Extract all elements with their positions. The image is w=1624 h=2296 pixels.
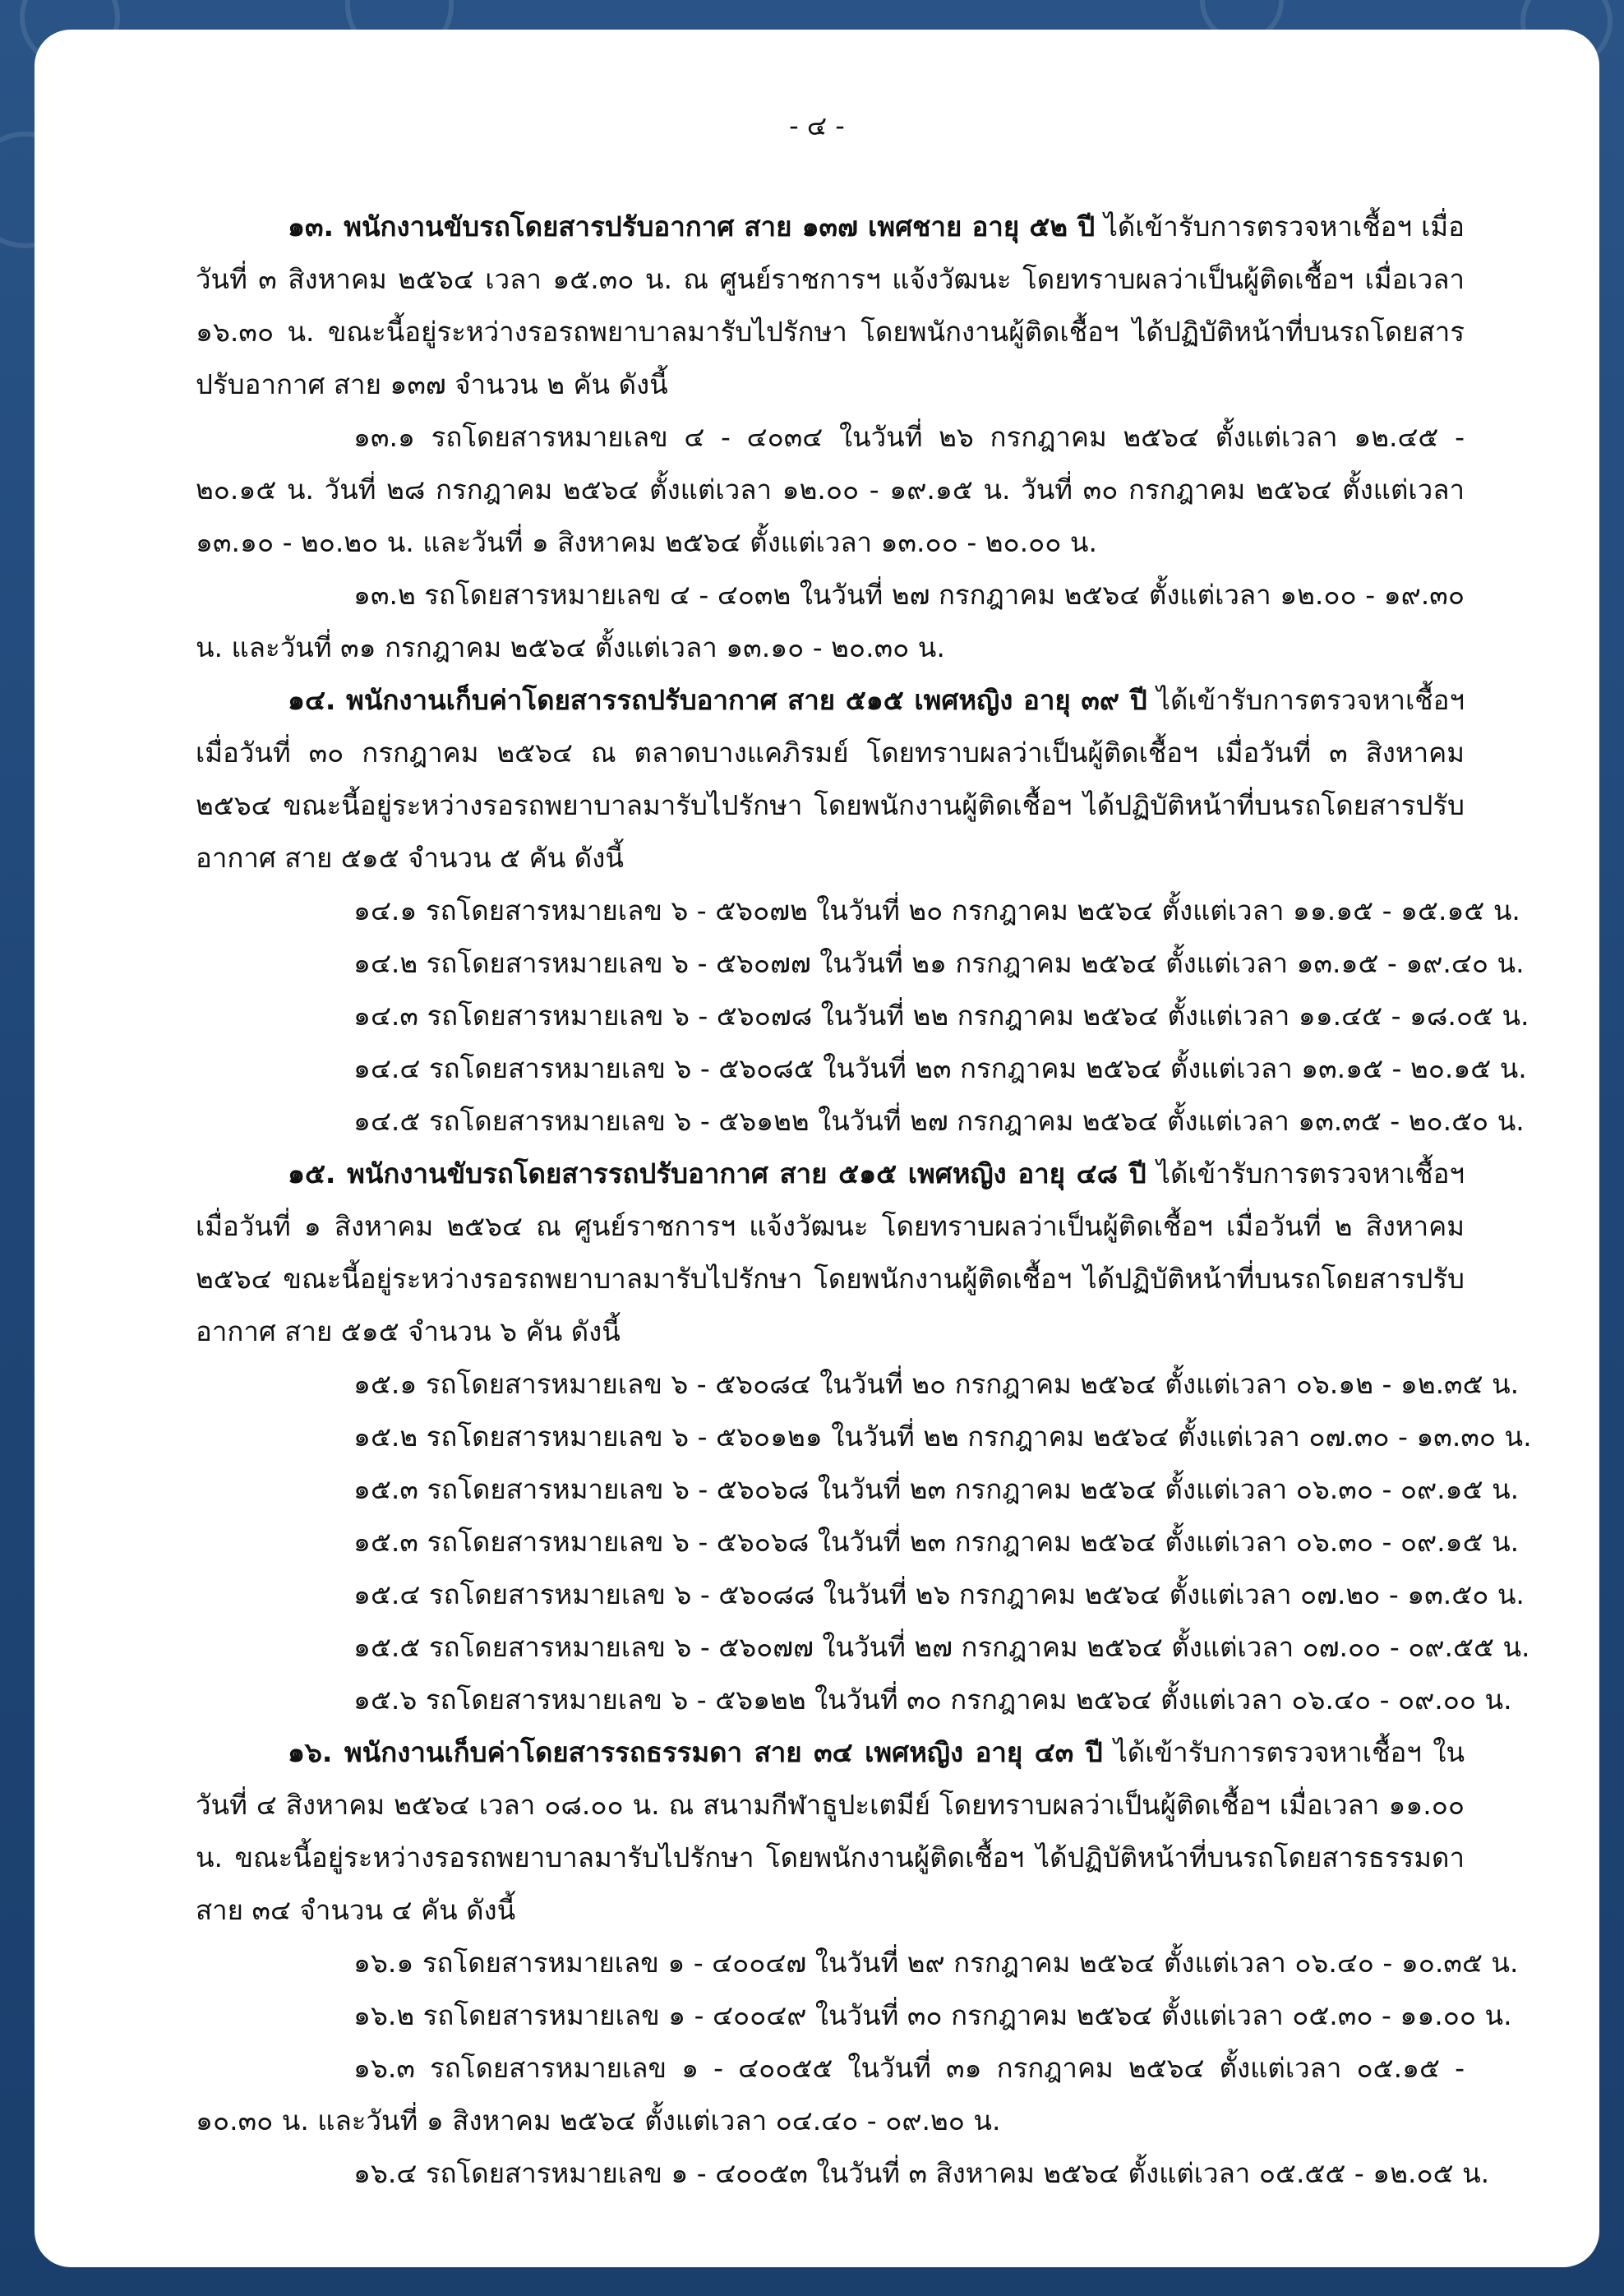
document-body xyxy=(196,201,1532,2200)
document-page xyxy=(35,30,1599,2267)
section-14-text: ได้เข้ารับการตรวจหาเชื้อฯ เมื่อวันที่ ๓๐ กรกฎาคม ๒๕๖๔ ณ ตลาดบางแคภิรมย์ โดยทราบผลว่าเป็นผู้ติดเชื้อฯ เมื่อวันที่ ๓ สิงหาคม ๒๕๖๔ ขณะนี้อยู่ระหว่างรอรถพยาบาลมารับไปรักษา โดยพนักงานผู้ติดเชื้อฯ ได้ปฏิบัติหน้าที่บนรถโดยสารปรับอากาศ สาย ๕๑๕ จำนวน ๕ คัน ดังนี้ xyxy=(196,684,1465,874)
section-16-item: ๑๖.๑ รถโดยสารหมายเลข ๑ - ๔๐๐๔๗ ในวันที่ ๒๙ กรกฎาคม ๒๕๖๔ ตั้งแต่เวลา ๐๖.๔๐ - ๑๐.๓๕ น. xyxy=(353,1947,1519,1979)
section-14-item: ๑๔.๕ รถโดยสารหมายเลข ๖ - ๕๖๑๒๒ ในวันที่ ๒๗ กรกฎาคม ๒๕๖๔ ตั้งแต่เวลา ๑๓.๓๕ - ๒๐.๕๐ น. xyxy=(353,1105,1525,1137)
section-15-item: ๑๕.๑ รถโดยสารหมายเลข ๖ - ๕๖๐๘๔ ในวันที่ ๒๐ กรกฎาคม ๒๕๖๔ ตั้งแต่เวลา ๐๖.๑๒ - ๑๒.๓๕ น. xyxy=(353,1368,1520,1400)
section-14-paragraph xyxy=(196,674,1465,885)
section-16-heading: ๑๖. พนักงานเก็บค่าโดยสารรถธรรมดา สาย ๓๔ เพศหญิง อายุ ๔๓ ปี xyxy=(288,1736,1103,1768)
section-16-item: ๑๖.๓ รถโดยสารหมายเลข ๑ - ๔๐๐๕๕ ในวันที่ ๓๑ กรกฎาคม ๒๕๖๔ ตั้งแต่เวลา ๐๕.๑๕ - ๑๐.๓๐ น. และวันที่ ๑ สิงหาคม ๒๕๖๔ ตั้งแต่เวลา ๐๔.๔๐ - ๐๙.๒๐ น. xyxy=(196,2052,1465,2137)
section-16-item: ๑๖.๔ รถโดยสารหมายเลข ๑ - ๔๐๐๕๓ ในวันที่ ๓ สิงหาคม ๒๕๖๔ ตั้งแต่เวลา ๐๕.๕๕ - ๑๒.๐๕ น. xyxy=(353,2157,1490,2189)
section-16-item: ๑๖.๒ รถโดยสารหมายเลข ๑ - ๔๐๐๔๙ ในวันที่ ๓๐ กรกฎาคม ๒๕๖๔ ตั้งแต่เวลา ๐๕.๓๐ - ๑๑.๐๐ น. xyxy=(353,1999,1512,2031)
section-15-item: ๑๕.๔ รถโดยสารหมายเลข ๖ - ๕๖๐๘๘ ในวันที่ ๒๖ กรกฎาคม ๒๕๖๔ ตั้งแต่เวลา ๐๗.๒๐ - ๑๓.๕๐ น. xyxy=(353,1578,1525,1610)
section-13-item: ๑๓.๒ รถโดยสารหมายเลข ๔ - ๔๐๓๒ ในวันที่ ๒๗ กรกฎาคม ๒๕๖๔ ตั้งแต่เวลา ๑๒.๐๐ - ๑๙.๓๐ น. และวันที่ ๓๑ กรกฎาคม ๒๕๖๔ ตั้งแต่เวลา ๑๓.๑๐ - ๒๐.๓๐ น. xyxy=(196,579,1465,663)
section-15-paragraph xyxy=(196,1148,1465,1358)
section-15-item: ๑๕.๒ รถโดยสารหมายเลข ๖ - ๕๖๐๑๒๑ ในวันที่ ๒๒ กรกฎาคม ๒๕๖๔ ตั้งแต่เวลา ๐๗.๓๐ - ๑๓.๓๐ น. xyxy=(353,1421,1532,1453)
section-15-heading: ๑๕. พนักงานขับรถโดยสารรถปรับอากาศ สาย ๕๑๕ เพศหญิง อายุ ๔๘ ปี xyxy=(288,1157,1146,1190)
section-16-text: ได้เข้ารับการตรวจหาเชื้อฯ ในวันที่ ๔ สิงหาคม ๒๕๖๔ เวลา ๐๘.๐๐ น. ณ สนามกีฬาธูปะเตมีย์ โดยทราบผลว่าเป็นผู้ติดเชื้อฯ เมื่อเวลา ๑๑.๐๐ น. ขณะนี้อยู่ระหว่างรอรถพยาบาลมารับไปรักษา โดยพนักงานผู้ติดเชื้อฯ ได้ปฏิบัติหน้าที่บนรถโดยสารธรรมดา สาย ๓๔ จำนวน ๔ คัน ดังนี้ xyxy=(196,1736,1465,1926)
section-15-item: ๑๕.๓ รถโดยสารหมายเลข ๖ - ๕๖๐๖๘ ในวันที่ ๒๓ กรกฎาคม ๒๕๖๔ ตั้งแต่เวลา ๐๖.๓๐ - ๐๙.๑๕ น. xyxy=(353,1473,1520,1505)
section-13-heading: ๑๓. พนักงานขับรถโดยสารปรับอากาศ สาย ๑๓๗ เพศชาย อายุ ๕๒ ปี xyxy=(288,210,1096,243)
section-14-item: ๑๔.๔ รถโดยสารหมายเลข ๖ - ๕๖๐๘๕ ในวันที่ ๒๓ กรกฎาคม ๒๕๖๔ ตั้งแต่เวลา ๑๓.๑๕ - ๒๐.๑๕ น. xyxy=(353,1052,1527,1084)
section-14-item: ๑๔.๓ รถโดยสารหมายเลข ๖ - ๕๖๐๗๘ ในวันที่ ๒๒ กรกฎาคม ๒๕๖๔ ตั้งแต่เวลา ๑๑.๔๕ - ๑๘.๐๕ น. xyxy=(353,1000,1529,1032)
section-14-item: ๑๔.๑ รถโดยสารหมายเลข ๖ - ๕๖๐๗๒ ในวันที่ ๒๐ กรกฎาคม ๒๕๖๔ ตั้งแต่เวลา ๑๑.๑๕ - ๑๕.๑๕ น. xyxy=(353,894,1520,926)
section-15-text: ได้เข้ารับการตรวจหาเชื้อฯ เมื่อวันที่ ๑ สิงหาคม ๒๕๖๔ ณ ศูนย์ราชการฯ แจ้งวัฒนะ โดยทราบผลว่าเป็นผู้ติดเชื้อฯ เมื่อวันที่ ๒ สิงหาคม ๒๕๖๔ ขณะนี้อยู่ระหว่างรอรถพยาบาลมารับไปรักษา โดยพนักงานผู้ติดเชื้อฯ ได้ปฏิบัติหน้าที่บนรถโดยสารปรับอากาศ สาย ๕๑๕ จำนวน ๖ คัน ดังนี้ xyxy=(196,1157,1465,1347)
section-15-item: ๑๕.๖ รถโดยสารหมายเลข ๖ - ๕๖๑๒๒ ในวันที่ ๓๐ กรกฎาคม ๒๕๖๔ ตั้งแต่เวลา ๐๖.๔๐ - ๐๙.๐๐ น. xyxy=(353,1684,1512,1716)
section-13-paragraph xyxy=(196,201,1465,411)
section-16-paragraph xyxy=(196,1726,1465,1937)
section-13-text: ได้เข้ารับการตรวจหาเชื้อฯ เมื่อวันที่ ๓ สิงหาคม ๒๕๖๔ เวลา ๑๕.๓๐ น. ณ ศูนย์ราชการฯ แจ้งวัฒนะ โดยทราบผลว่าเป็นผู้ติดเชื้อฯ เมื่อเวลา ๑๖.๓๐ น. ขณะนี้อยู่ระหว่างรอรถพยาบาลมารับไปรักษา โดยพนักงานผู้ติดเชื้อฯ ได้ปฏิบัติหน้าที่บนรถโดยสารปรับอากาศ สาย ๑๓๗ จำนวน ๒ คัน ดังนี้ xyxy=(196,210,1465,400)
section-14-heading: ๑๔. พนักงานเก็บค่าโดยสารรถปรับอากาศ สาย ๕๑๕ เพศหญิง อายุ ๓๙ ปี xyxy=(288,684,1147,716)
section-15-item: ๑๕.๕ รถโดยสารหมายเลข ๖ - ๕๖๐๗๗ ในวันที่ ๒๗ กรกฎาคม ๒๕๖๔ ตั้งแต่เวลา ๐๗.๐๐ - ๐๙.๕๕ น. xyxy=(353,1631,1530,1663)
section-13-item: ๑๓.๑ รถโดยสารหมายเลข ๔ - ๔๐๓๔ ในวันที่ ๒๖ กรกฎาคม ๒๕๖๔ ตั้งแต่เวลา ๑๒.๔๕ - ๒๐.๑๕ น. วันที่ ๒๘ กรกฎาคม ๒๕๖๔ ตั้งแต่เวลา ๑๒.๐๐ - ๑๙.๑๕ น. วันที่ ๓๐ กรกฎาคม ๒๕๖๔ ตั้งแต่เวลา ๑๓.๑๐ - ๒๐.๒๐ น. และวันที่ ๑ สิงหาคม ๒๕๖๔ ตั้งแต่เวลา ๑๓.๐๐ - ๒๐.๐๐ น. xyxy=(196,421,1465,558)
section-15-item: ๑๕.๓ รถโดยสารหมายเลข ๖ - ๕๖๐๖๘ ในวันที่ ๒๓ กรกฎาคม ๒๕๖๔ ตั้งแต่เวลา ๐๖.๓๐ - ๐๙.๑๕ น. xyxy=(353,1526,1520,1558)
page-number: - ๔ - xyxy=(789,110,845,141)
section-14-item: ๑๔.๒ รถโดยสารหมายเลข ๖ - ๕๖๐๗๗ ในวันที่ ๒๑ กรกฎาคม ๒๕๖๔ ตั้งแต่เวลา ๑๓.๑๕ - ๑๙.๔๐ น. xyxy=(353,947,1525,979)
